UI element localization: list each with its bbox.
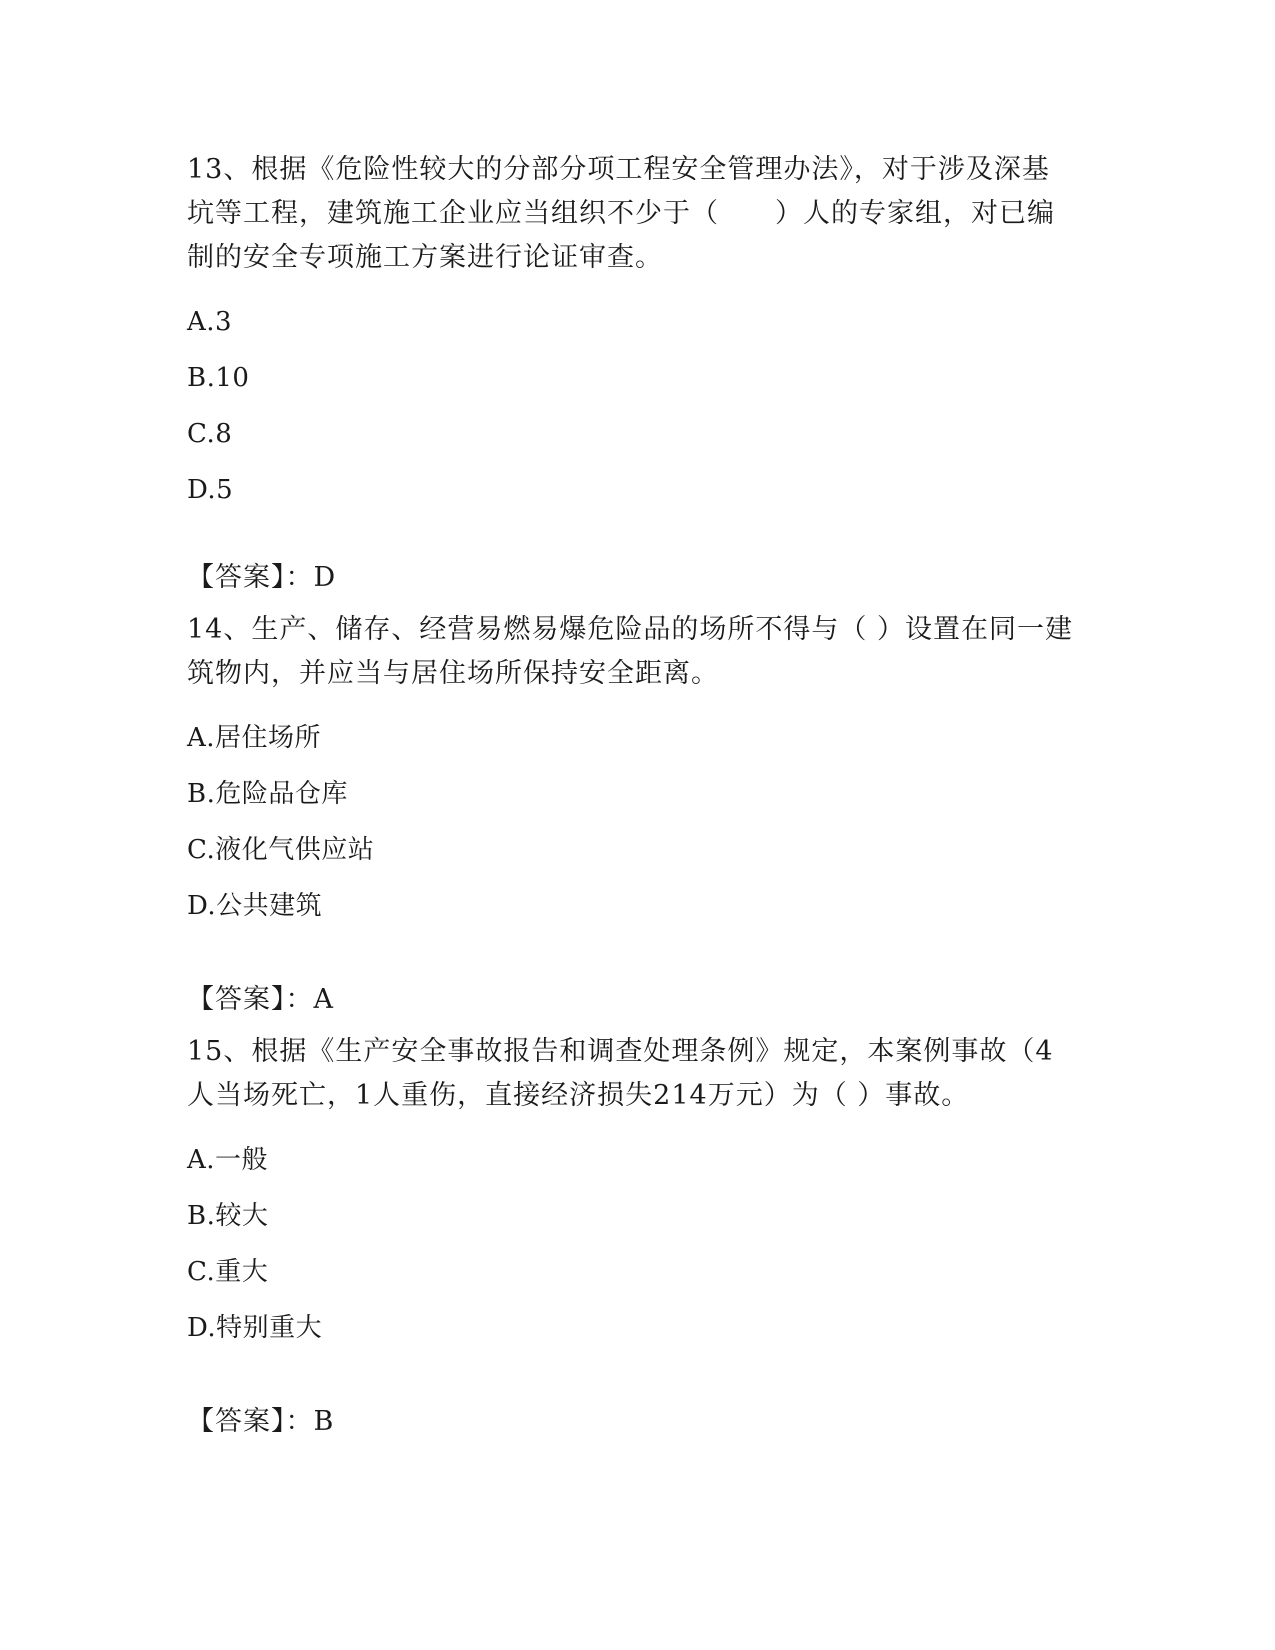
answer-15: 【答案】：B [187,1406,335,1437]
question-text: 13、根据《危险性较大的分部分项工程安全管理办法》，对于涉及深基坑等工程，建筑施工企业应当组织不少于（ ）人的专家组，对已编制的安全专项施工方案进行论证审查。 [187,154,1055,273]
question-14 [187,608,1077,934]
question-text: 15、根据《生产安全事故报告和调查处理条例》规定，本案例事故（4人当场死亡，1人重伤，直接经济损失214万元）为（ ）事故。 [187,1036,1054,1111]
option-b: B.10 [187,363,250,393]
option-c: C.8 [187,419,233,449]
question-15 [187,1030,1077,1356]
option-b: B.较大 [187,1201,269,1231]
option-d: D.5 [187,475,234,505]
question-text: 14、生产、储存、经营易燃易爆危险品的场所不得与（ ）设置在同一建筑物内，并应当与居住场所保持安全距离。 [187,614,1073,689]
answer-13: 【答案】：D [187,562,337,593]
option-list [187,294,1077,518]
option-b: B.危险品仓库 [187,779,348,809]
answer-14: 【答案】：A [187,984,334,1015]
question-13 [187,148,1077,518]
option-list [187,1132,1077,1356]
option-a: A.居住场所 [187,723,322,753]
option-a: A.一般 [187,1145,269,1175]
option-c: C.液化气供应站 [187,835,375,865]
option-list [187,710,1077,934]
option-d: D.特别重大 [187,1313,323,1343]
option-d: D.公共建筑 [187,891,323,921]
option-c: C.重大 [187,1257,269,1287]
option-a: A.3 [187,307,233,337]
